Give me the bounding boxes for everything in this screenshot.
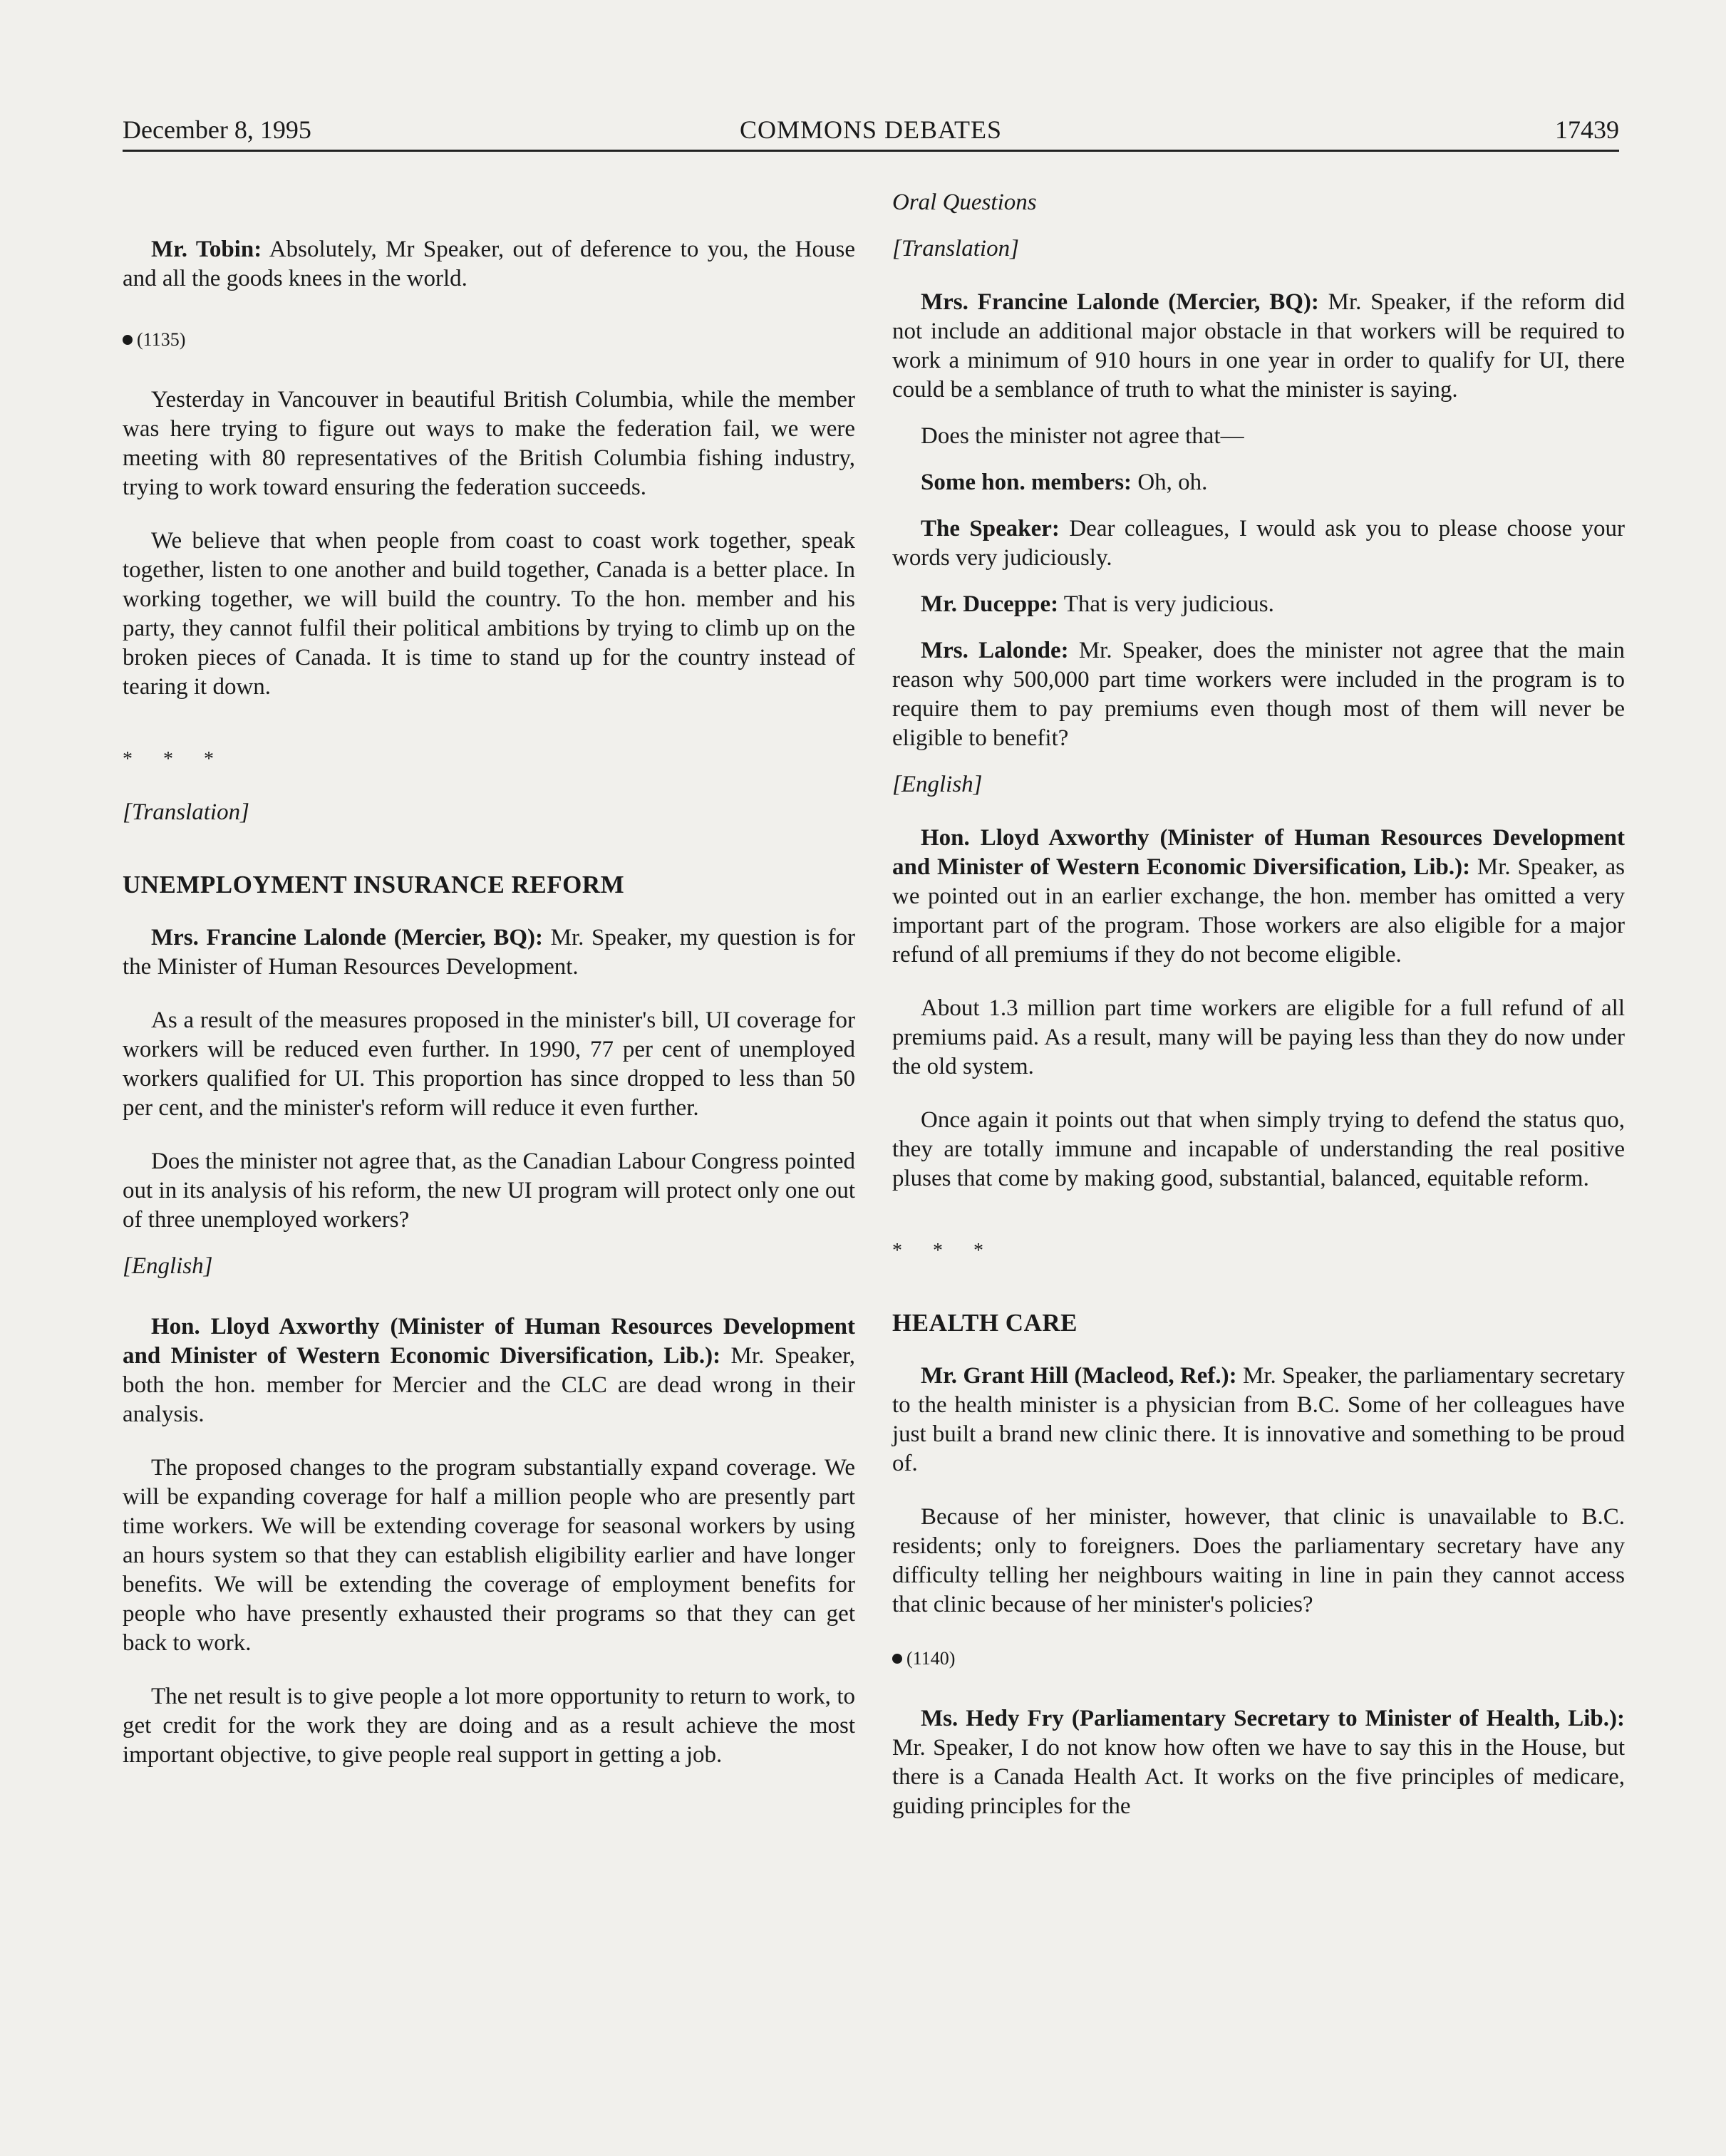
paragraph: [892, 1704, 1625, 1821]
speech-text: Mr. Speaker, I do not know how often we have to say this in the House, but there is a Canada Health Act. It works on the five principles of medicare, guiding principles for the: [892, 1735, 1625, 1819]
section-separator: * * *: [892, 1240, 996, 1262]
paragraph: Once again it points out that when simply trying to defend the status quo, they are totally immune and incapable of understanding the real positive pluses that come by making good, substantial, balanced, equitable reform.: [892, 1107, 1625, 1191]
bullet-icon: [892, 1654, 902, 1664]
paragraph: [892, 824, 1625, 970]
speaker-name: Mr. Tobin:: [151, 237, 262, 262]
language-marker: [Translation]: [892, 236, 1019, 261]
speaker-name: Mrs. Lalonde:: [921, 638, 1069, 663]
header-rule: [123, 150, 1619, 152]
language-marker: [English]: [892, 772, 983, 797]
paragraph: The net result is to give people a lot more opportunity to return to work, to get credit for the work they are doing and as a result achieve the most important objective, to give people real support in getting a job.: [123, 1684, 855, 1768]
paragraph: [892, 468, 1625, 497]
paragraph: Because of her minister, however, that clinic is unavailable to B.C. residents; only to foreigners. Does the parliamentary secretary have any difficulty telling her neighbours waiting in line in pain they cannot access that clinic because of her minister's policies?: [892, 1504, 1625, 1617]
paragraph: [123, 1312, 855, 1429]
speech-text: Mr. Speaker, if the reform did not include an additional major obstacle in that workers will be required to work a minimum of 910 hours in one year in order to qualify for UI, there could be a semblance of truth to what the minister is saying.: [892, 289, 1625, 403]
speaker-name: Mrs. Francine Lalonde (Mercier, BQ):: [151, 925, 544, 950]
speaker-name: Some hon. members:: [921, 470, 1132, 495]
speaker-name: The Speaker:: [921, 516, 1060, 541]
header-page-number: 17439: [1555, 115, 1619, 144]
speaker-name: Hon. Lloyd Axworthy (Minister of Human Resources Development and Minister of Western Economic Diversification, Lib.):: [892, 825, 1625, 880]
paragraph: Does the minister not agree that, as the Canadian Labour Congress pointed out in its analysis of his reform, the new UI program will protect only one out of three unemployed workers?: [123, 1149, 855, 1233]
speaker-name: Mr. Grant Hill (Macleod, Ref.):: [921, 1363, 1237, 1389]
speaker-name: Ms. Hedy Fry (Parliamentary Secretary to Minister of Health, Lib.):: [921, 1706, 1625, 1731]
timestamp-text: (1135): [137, 329, 186, 350]
timestamp: [123, 325, 855, 354]
speech-text: That is very judicious.: [1058, 591, 1274, 617]
paragraph: Yesterday in Vancouver in beautiful British Columbia, while the member was here trying to figure out ways to make the federation fail, we were meeting with 80 representatives of the British Columbia fishing industry, trying to work toward ensuring the federation succeeds.: [123, 387, 855, 500]
header-publication-title: COMMONS DEBATES: [739, 115, 1003, 144]
left-column: [123, 178, 855, 1770]
paragraph: [892, 1362, 1625, 1478]
header-date: December 8, 1995: [123, 115, 311, 144]
paragraph: As a result of the measures proposed in the minister's bill, UI coverage for workers will be reduced even further. In 1990, 77 per cent of unemployed workers qualified for UI. This proportion has since dropped to less than 50 per cent, and the minister's reform will reduce it even further.: [123, 1007, 855, 1121]
timestamp: [892, 1644, 1625, 1673]
speech-text: Mr. Speaker, my question is for the Minister of Human Resources Development.: [123, 925, 855, 980]
timestamp-text: (1140): [906, 1648, 956, 1669]
speaker-name: Mr. Duceppe:: [921, 591, 1059, 617]
paragraph: We believe that when people from coast to coast work together, speak together, listen to one another and build together, Canada is a better place. In working together, we will build the country. To the hon. member and his party, they cannot fulfil their political ambitions by trying to climb up on the broken pieces of Canada. It is time to stand up for the country instead of tearing it down.: [123, 528, 855, 700]
speaker-name: Hon. Lloyd Axworthy (Minister of Human Resources Development and Minister of Western Economic Diversification, Lib.):: [123, 1314, 855, 1369]
paragraph: About 1.3 million part time workers are eligible for a full refund of all premiums paid. As a result, many will be paying less than they do now under the old system.: [892, 995, 1625, 1079]
right-column: [892, 178, 1625, 1821]
speaker-name: Mrs. Francine Lalonde (Mercier, BQ):: [921, 289, 1319, 315]
section-heading: UNEMPLOYMENT INSURANCE REFORM: [123, 871, 625, 898]
language-marker: [English]: [123, 1253, 213, 1279]
speech-text: Mr. Speaker, both the hon. member for Mercier and the CLC are dead wrong in their analysis.: [123, 1343, 855, 1427]
section-label: Oral Questions: [892, 190, 1037, 215]
paragraph: [892, 514, 1625, 573]
speech-text: Absolutely, Mr Speaker, out of deference to you, the House and all the goods knees in the world.: [123, 237, 855, 291]
section-separator: * * *: [123, 748, 227, 770]
section-heading: HEALTH CARE: [892, 1309, 1078, 1337]
paragraph: The proposed changes to the program substantially expand coverage. We will be expanding coverage for half a million people who are presently part time workers. We will be extending coverage for seasonal workers by using an hours system so that they can establish eligibility earlier and have longer benefits. We will be extending the coverage of employment benefits for people who have presently exhausted their programs so that they can get back to work.: [123, 1455, 855, 1656]
speech-text: Mr. Speaker, the parliamentary secretary to the health minister is a physician from B.C. Some of her colleagues have just built a brand new clinic there. It is innovative and something to be proud of.: [892, 1363, 1625, 1476]
running-header: [123, 108, 1619, 151]
speech-text: Mr. Speaker, does the minister not agree that the main reason why 500,000 part time workers were included in the program is to require them to pay premiums even though most of them will never be eligible to benefit?: [892, 638, 1625, 751]
speech-text: Mr. Speaker, as we pointed out in an earlier exchange, the hon. member has omitted a very important part of the program. Those workers are also eligible for a major refund of all premiums if they do not become eligible.: [892, 854, 1625, 968]
paragraph: [892, 590, 1625, 619]
bullet-icon: [123, 335, 133, 345]
language-marker: [Translation]: [123, 799, 249, 825]
paragraph: Does the minister not agree that—: [921, 423, 1244, 449]
paragraph: [892, 636, 1625, 753]
paragraph: [123, 923, 855, 982]
speech-text: Oh, oh.: [1132, 470, 1208, 495]
paragraph: [123, 235, 855, 294]
speech-text: Dear colleagues, I would ask you to please choose your words very judiciously.: [892, 516, 1625, 571]
paragraph: [892, 288, 1625, 405]
